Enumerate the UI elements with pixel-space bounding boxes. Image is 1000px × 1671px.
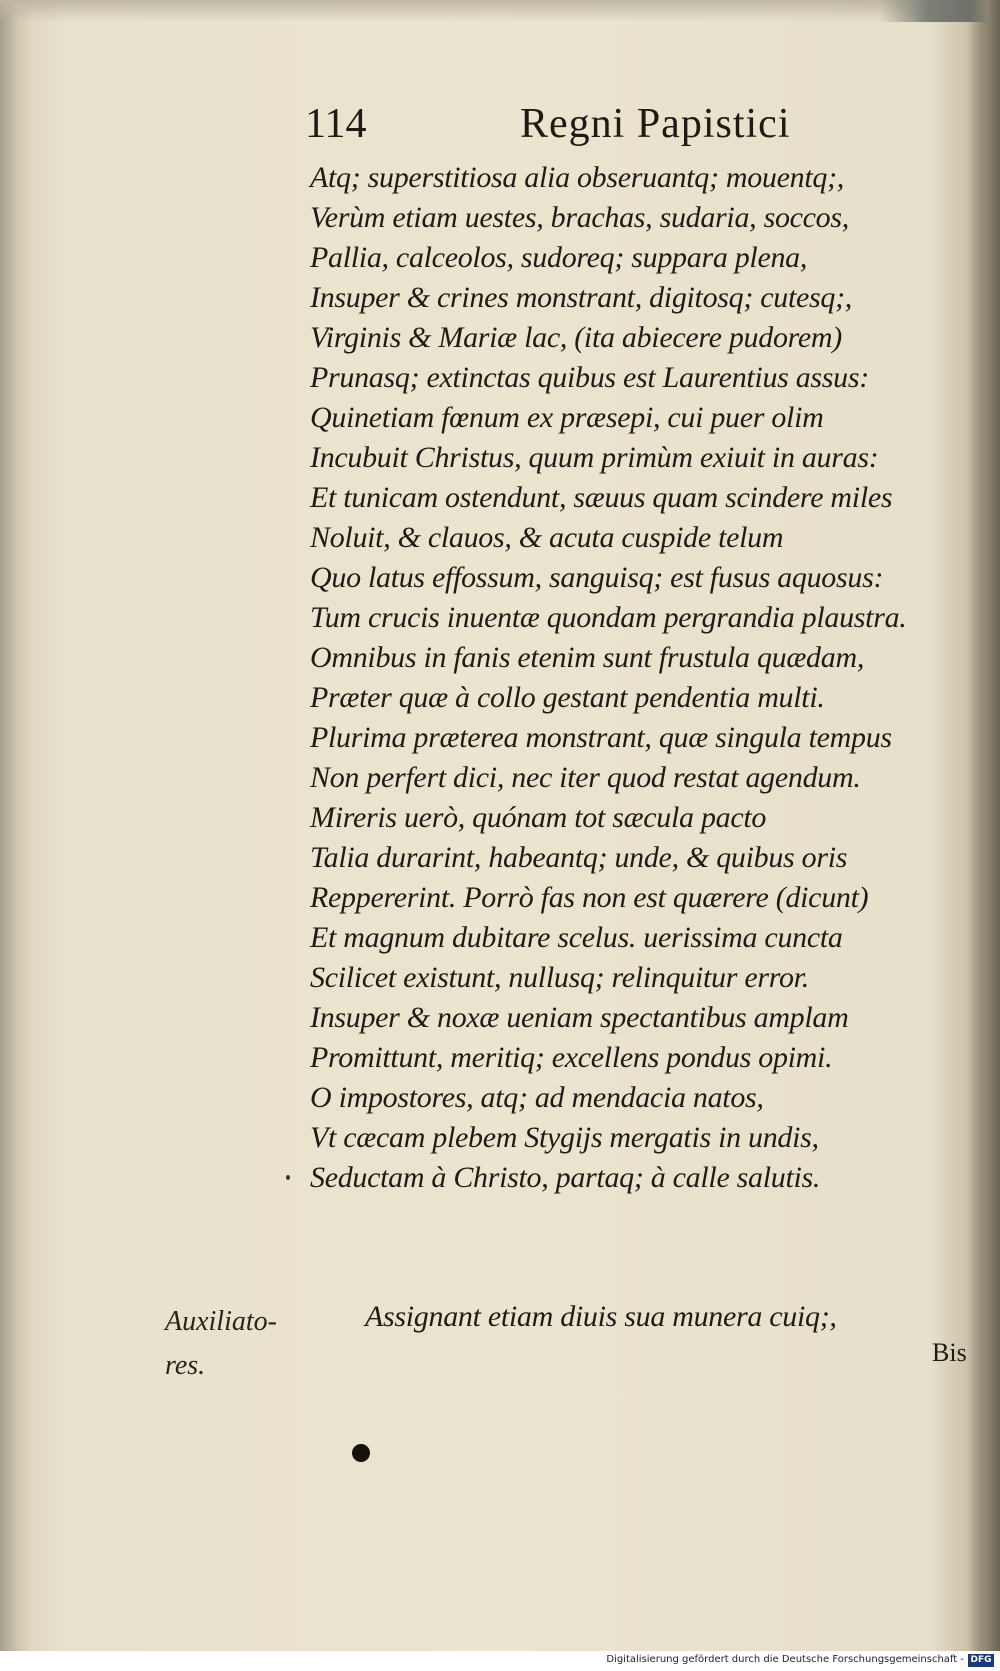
verse-text — [310, 158, 990, 1198]
verse-line: Insuper & crines monstrant, digitosq; cutesq;, — [310, 281, 852, 314]
verse-line: Et magnum dubitare scelus. uerissima cuncta — [310, 921, 843, 954]
ink-speck — [286, 1175, 290, 1180]
catchword: Bis — [932, 1338, 967, 1367]
ink-blot — [352, 1444, 370, 1462]
verse-line: Pallia, calceolos, sudoreq; suppara plena, — [310, 241, 808, 274]
verse-line: Atq; superstitiosa alia obseruantq; mouentq;, — [310, 161, 844, 194]
verse-line: Non perfert dici, nec iter quod restat agendum. — [310, 761, 861, 794]
page-top-edge — [0, 0, 1000, 22]
verse-line: Et tunicam ostendunt, sæuus quam scindere miles — [310, 481, 893, 514]
verse-line: Virginis & Mariæ lac, (ita abiecere pudorem) — [310, 321, 842, 354]
page-number: 114 — [305, 101, 367, 147]
verse-line: Prunasq; extinctas quibus est Laurentius assus: — [310, 361, 869, 394]
verse-line: Reppererint. Porrò fas non est quærere (dicunt) — [310, 881, 869, 914]
marginal-note-line: Auxiliato- — [165, 1306, 277, 1337]
verse-line: Quinetiam fœnum ex præsepi, cui puer olim — [310, 401, 824, 434]
verse-line: Scilicet existunt, nullusq; relinquitur error. — [310, 961, 809, 994]
verse-line: Insuper & noxæ ueniam spectantibus amplam — [310, 1001, 849, 1034]
verse-line: Noluit, & clauos, & acuta cuspide telum — [310, 521, 784, 554]
marginal-note — [165, 1300, 315, 1388]
digitization-footer — [0, 1651, 1000, 1671]
running-head — [305, 100, 825, 150]
dfg-logo: DFG — [968, 1654, 994, 1667]
verse-line: Incubuit Christus, quum primùm exiuit in auras: — [310, 441, 879, 474]
verse-line: Mireris uerò, quónam tot sæcula pacto — [310, 801, 767, 834]
running-title: Regni Papistici — [520, 101, 791, 147]
verse-line: Plurima præterea monstrant, quæ singula tempus — [310, 721, 892, 754]
verse-line: Seductam à Christo, partaq; à calle salutis. — [310, 1161, 821, 1194]
verse-line: Præter quæ à collo gestant pendentia multi. — [310, 681, 825, 714]
marginal-note-line: res. — [165, 1350, 206, 1381]
verse-line: Promittunt, meritiq; excellens pondus opimi. — [310, 1041, 833, 1074]
verse-line: Verùm etiam uestes, brachas, sudaria, soccos, — [310, 201, 849, 234]
verse-line: Vt cæcam plebem Stygijs mergatis in undis, — [310, 1121, 819, 1154]
verse-line: Omnibus in fanis etenim sunt frustula quædam, — [310, 641, 865, 674]
verse-line: Tum crucis inuentæ quondam pergrandia plaustra. — [310, 601, 907, 634]
verse-line: Quo latus effossum, sanguisq; est fusus aquosus: — [310, 561, 884, 594]
verse-line: Talia durarint, habeantq; unde, & quibus oris — [310, 841, 848, 874]
verse-line: O impostores, atq; ad mendacia natos, — [310, 1081, 764, 1114]
footer-credit: Digitalisierung gefördert durch die Deutsche Forschungsgemeinschaft - — [606, 1654, 964, 1665]
verse-last-line: Assignant etiam diuis sua munera cuiq;, — [365, 1300, 837, 1333]
